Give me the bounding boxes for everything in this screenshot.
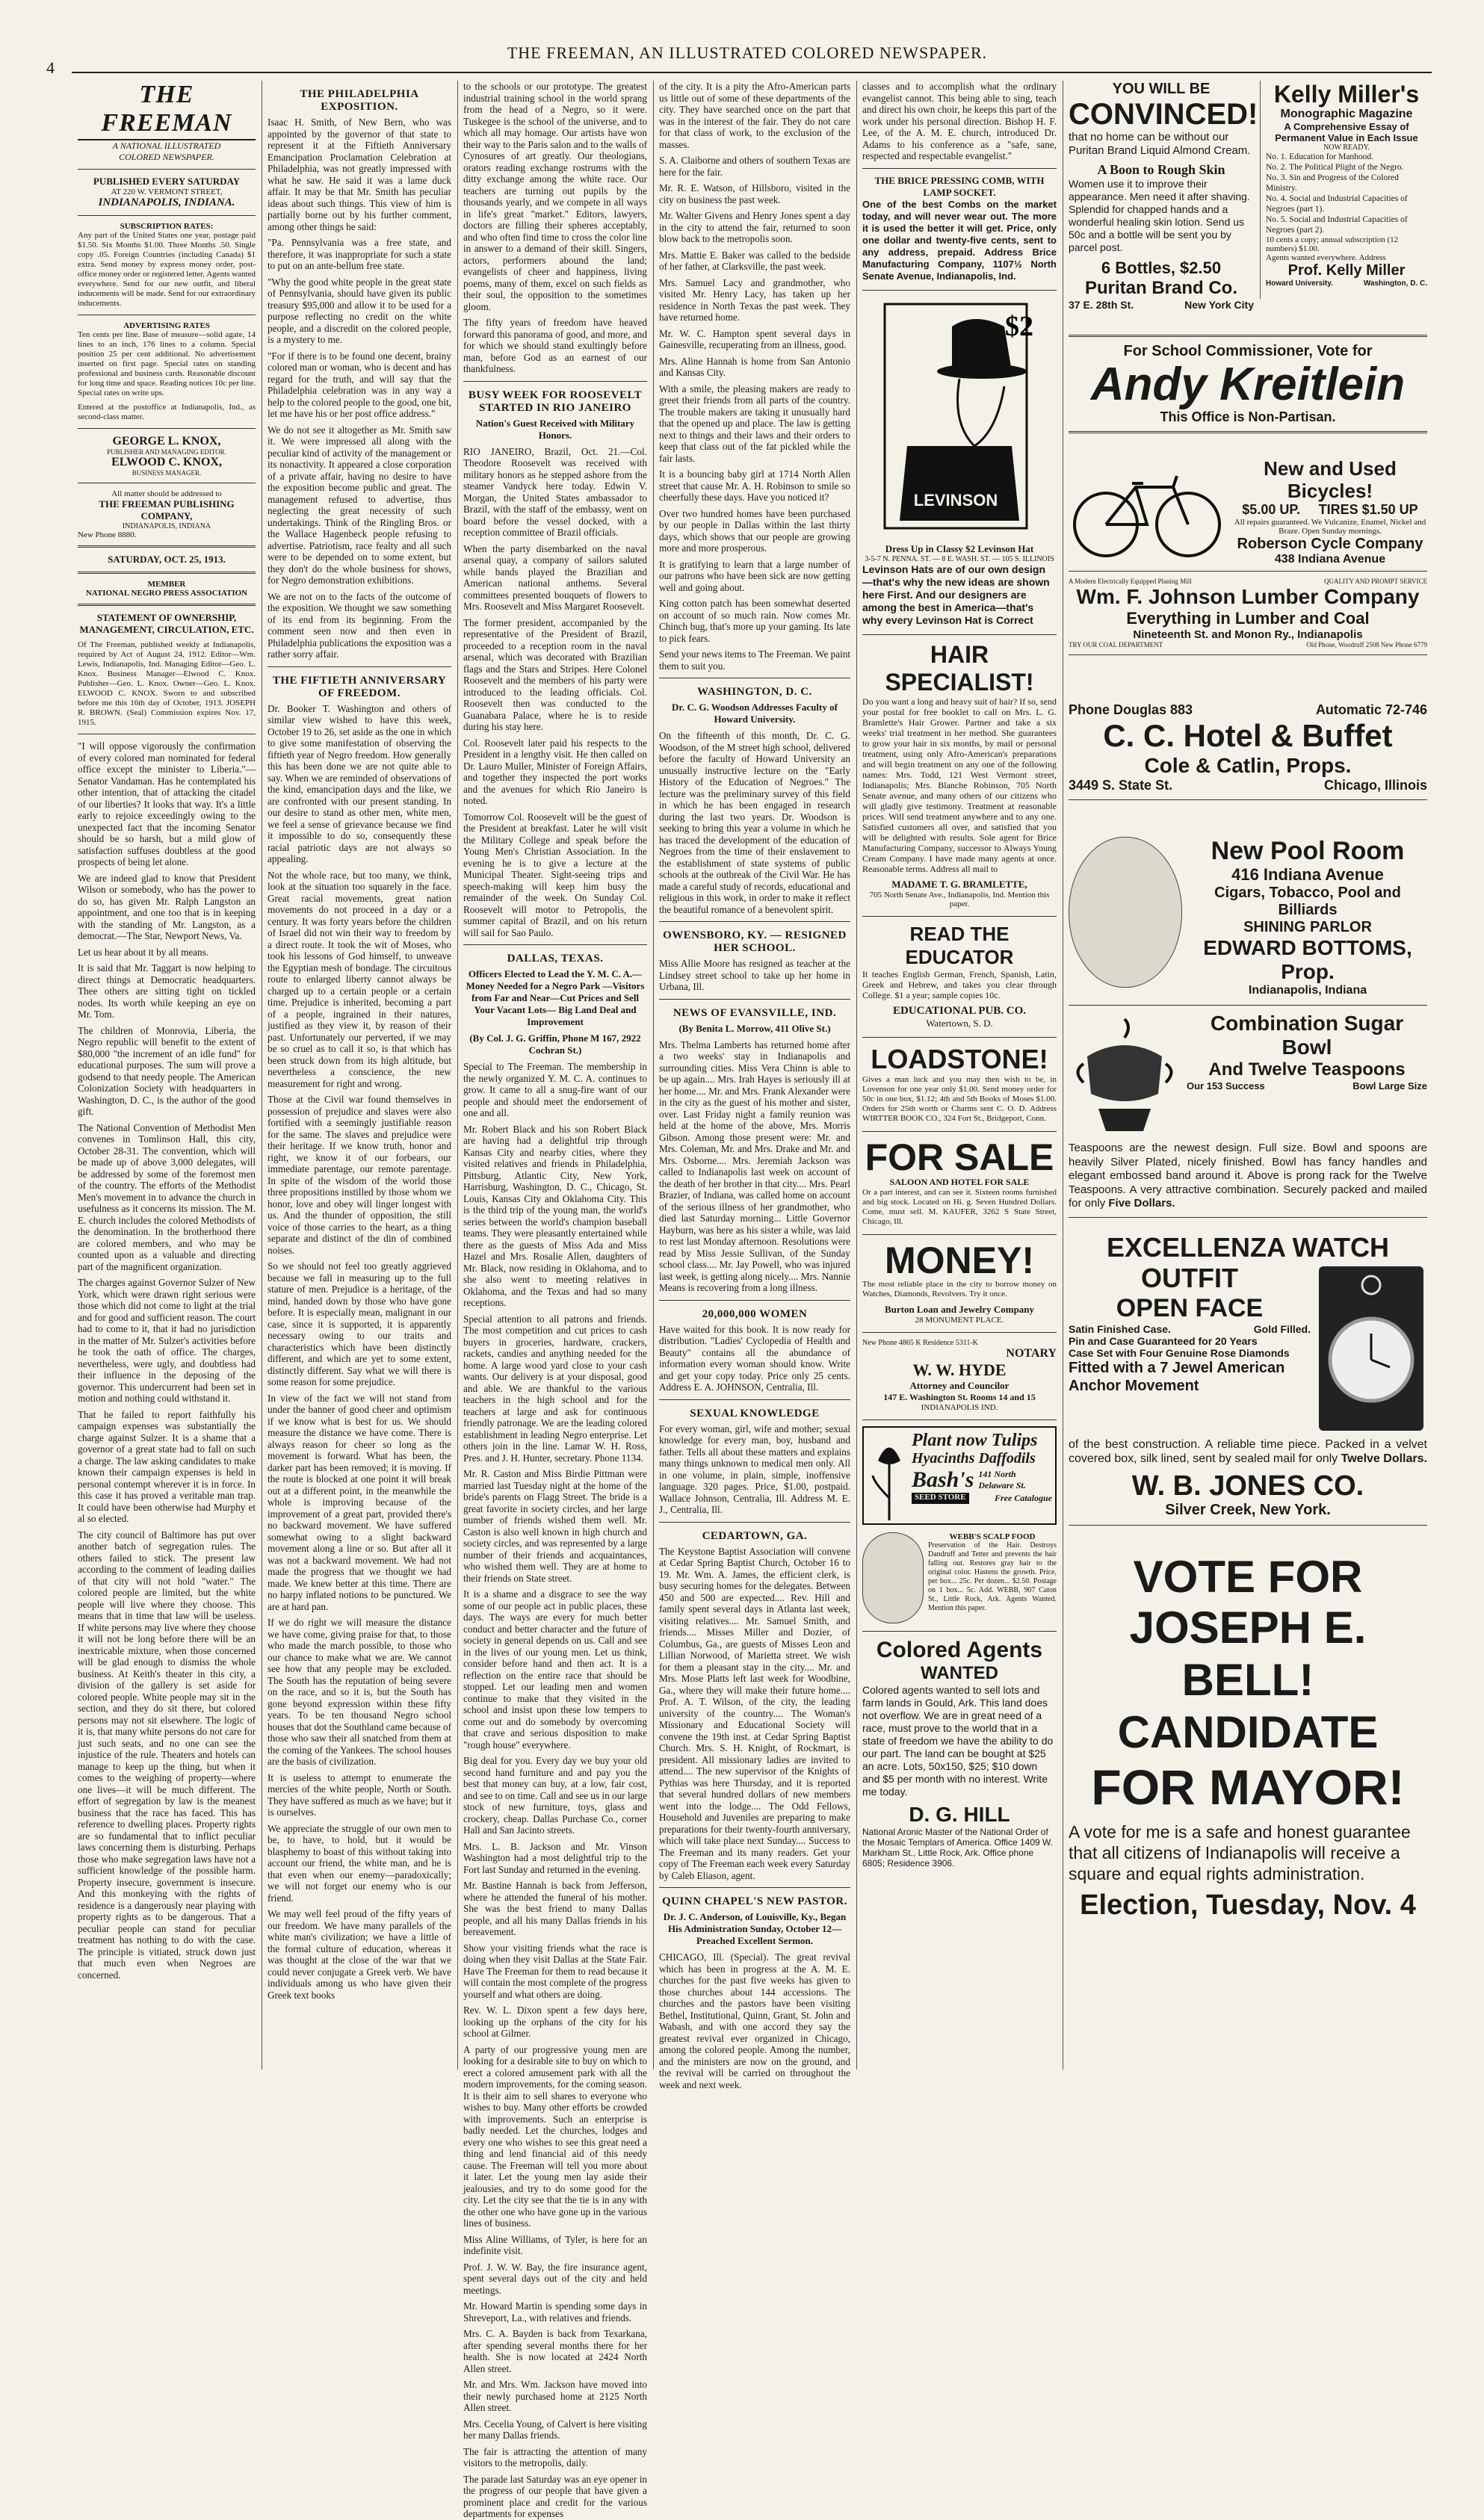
loadstone-ad [862, 1044, 1057, 1124]
article-paragraph: "Why the good white people in the great state of Pennsylvania, should have given its public treasury $95,000 and allow it to be used for a purpose reflecting no credit on the white people, and a discredit on the colored people, is a mystery to me. [268, 276, 451, 345]
hotel-ad-name: C. C. Hotel & Buffet [1103, 718, 1393, 753]
subscription-title: SUBSCRIPTION RATES: [120, 222, 214, 231]
statement-title: STATEMENT OF OWNERSHIP, MANAGEMENT, CIRCULATION, ETC. [79, 612, 254, 635]
publisher-name: GEORGE L. KNOX, [112, 435, 221, 448]
pool-ad-city: Indianapolis, Indiana [1248, 984, 1367, 997]
article-headline: THE PHILADELPHIA EXPOSITION. [300, 88, 419, 113]
article-paragraph: Col. Roosevelt later paid his respects to the President in a lengthy visit. He then called on Dr. Lauro Muller, Minister of Foreign Affairs, and together they inspected the port works and the avenues for which Rio Janeiro is noted. [463, 737, 647, 806]
all-matter: All matter should be addressed to [111, 489, 222, 498]
masthead [78, 81, 256, 231]
article-paragraph: Mr. Howard Martin is spending some days in Shreveport, La., with relatives and friends. [463, 2300, 647, 2324]
kelly-ad-now-ready: NOW READY. [1323, 143, 1370, 152]
article-headline: QUINN CHAPEL'S NEW PASTOR. [661, 1895, 848, 1907]
column-6-top [1064, 81, 1258, 327]
bicycle-ad-title: New and Used Bicycles! [1264, 457, 1397, 502]
sugar-bowl-ad [1064, 1005, 1432, 1224]
bash-seed-ad [862, 1426, 1057, 1525]
hyde-ad-city: INDIANAPOLIS IND. [921, 1402, 998, 1412]
article-paragraph: Mrs. Mattie E. Baker was called to the bedside of her father, at Clarksville, the past week. [659, 249, 850, 272]
watch-ad-text [1069, 1437, 1427, 1466]
money-ad-company: Burton Loan and Jewelry Company [884, 1303, 1035, 1315]
webb-ad-text: Preservation of the Hair. Destroys Dandruff and Tetter and prevents the hair falling out. Restores gray hair to the original color. Hastens the growth. Price, per box... 25c. Per dozen... $2.50. Postage on 1 box... 5c. Add. WEBB, 907 Caton St., Little Rock, Ark. Agents Wanted. Mention this paper. [928, 1541, 1057, 1612]
lumber-ad [1064, 571, 1432, 661]
ad-text: For every woman, girl, wife and mother; sexual knowledge for every man, boy, husband and father. Tells all about these matters and explains many things unknown to medical men only. All in one volume, in plain, simple, inoffensive language. 320 pages. Price, $1.00, postpaid. Wallace Johnson, Centralia, Ill. Address M. E. J., Centralia, Ill. [659, 1422, 850, 1515]
pool-room-ad [1064, 837, 1432, 1001]
hyde-ad-phones: New Phone 4865 K Residence 5311-K [862, 1338, 978, 1347]
webb-ad-title: WEBB'S SCALP FOOD [949, 1532, 1036, 1541]
article-paragraph: We appreciate the struggle of our own men to be, to have, to hold, but it would be blasphemy to boast of this without taking into account our friend, the white man, and he is that even when our enemy—paradoxically; we will not forget our enemy who is our friend. [268, 1822, 451, 1904]
article-headline: CEDARTOWN, GA. [702, 1529, 808, 1542]
kreitlein-ad-line3: This Office is Non-Partisan. [1160, 409, 1336, 424]
money-ad-title: MONEY! [885, 1239, 1034, 1281]
article-paragraph: Special attention to all patrons and friends. The most competition and cut prices to cash buyers in groceries, hardware, crackers, rackets, candies and anything needed for the home. A large wood yard close to your cash wants. Our delivery is at your disposal, good and able. We are thankful to the various teachers in the high school and for the teachers at large and ask for continuous friendly patronage. We are the leading colored establishment in leading Negro enterprise. Let others join in the line. Lamar W. H. Ross, Pres. and J. H. Hunter, secretary. Phone 1134. [463, 1313, 647, 1464]
levinson-hat-ad [862, 297, 1057, 627]
column-3 [459, 81, 652, 2519]
article-subhead: Officers Elected to Lead the Y. M. C. A.—Money Needed for a Negro Park —Visitors from Far and Near—Cut Prices and Sell Your Vacant Lots— Big Land Deal and Improvement [466, 968, 645, 1027]
article-paragraph: King cotton patch has been somewhat deserted on account of so much rain. Now comes Mr. Chinch bug, that's more up your gaming. Its late to pick fears. [659, 598, 850, 644]
kelly-ad-list-item: No. 4. Social and Industrial Capacities of Negroes (part 1). [1266, 194, 1408, 214]
phone: New Phone 8880. [78, 530, 137, 539]
kreitlein-ad-line1: For School Commissioner, Vote for [1123, 343, 1373, 359]
article-paragraph: Not the whole race, but too many, we think, look at the situation too squarely in the face. Great racial movements, great nation movements do not proceed in a day or a century. It was forty years before the children of Israel did not win their way to freedom by a direct route. It took the wit of Moses, who took his lessons of God himself, to unweave the Egyptian mesh of bondage. The circuitous route to enlarged liberty cannot always be charged up to a certain people or a certain time. Prejudice is inherited, becoming a part of a people, ingrained in their natures, justified as they view it, by reason of their past. Unfortunately our perverted, if we may be so cruel as to call it so, is that which has been struck down from its high altitude, but nevertheless a conscience, the new measurement for right and wrong. [268, 869, 451, 1089]
article-paragraph: CHICAGO, Ill. (Special). The great revival which has been in progress at the A. M. E. churches for the past five weeks has given to those churches about 144 accessions. The churches and the pastors have been visiting Bethel, Institutional, Quinn, Grant, St. John and Wabash, and with one accord they say the greatest revival ever organized in Chicago, among the colored people. Among the number, and the ministers are now on the ground, and the revival will be carried on throughout the week and next week. [659, 1951, 850, 2090]
article-paragraph: Tomorrow Col. Roosevelt will be the guest of the President at breakfast. Later he will visit the Military College and speak before the Young Men's Christian Association. In the evening he is to give a lecture at the Municipal Theater. Sight-seeing trips and speech-making will keep him busy the remainder of the week. On Sunday Col. Roosevelt will motor to Petropolis, the summer capital of Brazil, and on his return will sail for Sao Paulo. [463, 811, 647, 938]
bicycle-ad-address: 438 Indiana Avenue [1274, 553, 1386, 566]
article-paragraph: Those at the Civil war found themselves in possession of prejudice and slaves were also fortified with a seemingly justifiable reason for the same. The slaves and prejudice were their heritage. If we know truth, honor and right, we know it of our forbears, our immediate parentage, our remote parentage. In spite of the wisdom of the world those three propositions instilled by those whom we honor, love and obey will linger longest with us. And the thunder of opposition, the still voice of those carries to the heart, as a thing separate and distinct of the din of combined noises. [268, 1094, 451, 1256]
puritan-ad-line5: Women use it to improve their appearance. Men need it after shaving. Splendid for chapped hands and a wonderful healing skin lotion. Send us 50c and a bottle will be sent you by parcel post. [1069, 178, 1250, 253]
bowl-ad-price: Five Dollars. [1108, 1197, 1175, 1210]
article-paragraph: It is useless to attempt to enumerate the mercies of the white people, North or South. They have suffered as much as we have; but it is ourselves. [268, 1771, 451, 1818]
watch-ad-movement: Fitted with a 7 Jewel American Anchor Movement [1069, 1360, 1285, 1394]
company-city: INDIANAPOLIS, INDIANA [122, 522, 211, 530]
agents-ad [862, 1638, 1057, 1869]
article-paragraph: Mr. and Mrs. Wm. Jackson have moved into their newly purchased home at 2125 North Allen street. [463, 2379, 647, 2413]
article-headline: NEWS OF EVANSVILLE, IND. [673, 1006, 837, 1019]
pool-ad-shining: SHINING PARLOR [1243, 919, 1372, 935]
puritan-ad-company: Puritan Brand Co. [1084, 278, 1237, 298]
column-4 [655, 81, 855, 2090]
pool-ad-address: 416 Indiana Avenue [1231, 865, 1384, 884]
article-paragraph: Rev. W. L. Dixon spent a few days here, looking up the orphans of the city for his school at Gilmer. [463, 2004, 647, 2039]
kelly-ad-list-item: No. 2. The Political Plight of the Negro. [1266, 163, 1404, 172]
article-paragraph: The fair is attracting the attention of many visitors to the metropolis, daily. [463, 2445, 647, 2468]
article-paragraph: Mr. Robert Black and his son Robert Black are having had a delightful trip through Kansas City and nearby cities, where they visited relatives and friends in Philadelphia, Pittsburg, Atlantic City, New York, Harrisburg, Washington, D. C., Chicago, St. Louis, Kansas City and Oklahoma City. This is the third trip of the young man, the world's series between the world's champion baseball teams. They were pleasantly entertained while there as the guests of Miss Ada and Miss Hazel and Mrs. Rosalie Allen, daughters of Mr. Black, now residing in Oklahoma, and to she also went to meeting relatives in Oklahoma, and the Texas and had so many receptions. [463, 1123, 647, 1308]
article-paragraph: A party of our progressive young men are looking for a desirable site to buy on which to erect a colored amusement park with all the modern improvements, for the coming season. It is their aim to sell shares to everyone who wishes to buy. Many other efforts be crowded with improvements. Such an enterprise is badly needed. Let the churches, lodges and every one who wishes to see this great need a thing and lend financial aid of this needy cause. The Freeman will tell you more about it later. Let the young men lay aside their jealousies, and try to do some good for the city. Let the city see that the tie is in any with the other one who have gone up in the various lines of business. [463, 2043, 647, 2229]
kelly-ad-subtitle: Monographic Magazine [1280, 108, 1413, 120]
article-paragraph: With a smile, the pleasing makers are ready to greet their friends from all parts of the country. The trouble makers are taking it unusually hard that the opened up and place. The law is getting next to things and their laws and their orders to keep that class out of the fat pickled while the fair lasts. [659, 383, 850, 464]
article-paragraph: Mrs. Thelma Lamberts has returned home after a two weeks' stay in Indianapolis and surrounding cities. Miss Vera Chinn is able to be up again.... Mrs. Irah Hayes is seriously ill at her home.... Mr. and Mrs. Frank Alexander were in the city as the guest of his mother and sister, over. Last Friday night a family reunion was held at the home of the above, Mrs. Morris Gibson. Among those present were: Mr. and Mrs. Coleman, Mr. and Mrs. Drake and Mr. and Mrs. Osborne.... Mrs. Jeremiah Jackson was called to Indianapolis last week on account of the death of her brother in that city.... Mrs. Pearl Brazier, of Indiana, was called home on account of the serious illness of her grandmother, who died last Saturday morning... Little Governor Hayburn, was here as his sister a while, was laid to rest last Monday afternoon. Resolutions were read by Miss Jessie Sullivan, of the Sunday school class.... Mr. Jay Powell, who was injured last week, is getting along nicely.... Mrs. Nannie Means is recovering from a long illness. [659, 1038, 850, 1293]
article-paragraph: Miss Aline Williams, of Tyler, is here for an indefinite visit. [463, 2233, 647, 2256]
puritan-ad-city: New York City [1184, 299, 1254, 311]
bash-ad-store: SEED STORE [912, 1493, 969, 1504]
article-headline: THE FIFTIETH ANNIVERSARY OF FREEDOM. [272, 674, 447, 699]
educator-ad [862, 923, 1057, 1030]
article-paragraph: We are not on to the facts of the outcome of the exposition. We thought we saw something of its end from its beginning. From the comment seen now and then even in Philadelphia publications the exposition was a rather sorry affair. [268, 590, 451, 660]
article-paragraph: If we do right we will measure the distance we have come, giving praise for that, to those who made the march possible, to those who our chance to make what we are. We cannot see how that any people may be excluded. The South has the reputation of being severe on the race, and so it is, but the South has gone beyond expression within these fifty years. To be ten thousand Negro school houses that dot the Southland came because of those who saw their all snatched from them at the coming of the Yankees. The school houses are the basis of civilization. [268, 1617, 451, 1767]
article-paragraph: Mr. Walter Givens and Henry Jones spent a day in the city to attend the fair, returned to soon blow back to the metropolis soon. [659, 210, 850, 244]
hotel-ad-phone2: Automatic 72-746 [1315, 702, 1427, 717]
article-paragraph: When the party disembarked on the naval arsenal quay, a company of sailors saluted while bands played the Brazilian and American national anthems. Several committees presented bouquets of flowers to Mrs. Roosevelt and Miss Margaret Roosevelt. [463, 542, 647, 612]
manager-title: BUSINESS MANAGER. [132, 469, 202, 477]
agents-ad-address: National Aronic Master of the National Order of the Mosaic Templars of America. Office 1409 W. Markham St., Little Rock, Ark. Office phone 6805; Residence 3906. [862, 1826, 1053, 1869]
kelly-ad-name: Prof. Kelly Miller [1287, 262, 1406, 279]
hat-ad-address: 3-5-7 N. PENNA. ST. — 8 E. WASH. ST. — 105 S. ILLINOIS [865, 554, 1054, 563]
editorial-paragraph: The children of Monrovia, Liberia, the Negro republic will benefit to the extent of $80,000 "the increment of an idle fund" for educational purposes. The sum will prove a godsend to that needy people. The American Colonization Society with headquarters in Washington, D. C., is the author of the good gift. [78, 1024, 256, 1117]
watch-ad-company: W. B. JONES CO. [1131, 1470, 1364, 1502]
article-paragraph: Mrs. Samuel Lacy and grandmother, who visited Mr. Henry Lacy, has taken up her residence in North Texas the past week. They have returned home. [659, 276, 850, 323]
bicycle-ad-company: Roberson Cycle Company [1237, 536, 1423, 552]
watch-ad-city: Silver Creek, New York. [1165, 1502, 1331, 1518]
puritan-ad-price: 6 Bottles, $2.50 [1101, 258, 1222, 277]
hat-ad-price-mark: $2 [1005, 310, 1033, 342]
pool-ad-items: Cigars, Tobacco, Pool and Billiards [1214, 885, 1401, 918]
hyde-ad-title: Attorney and Councilor [909, 1379, 1010, 1391]
editorial-paragraph: That he failed to report faithfully his campaign expenses was substantially the charge against Sulzer. It is a shame that a governor of a great state had to fall on such a charge. The law asking candidates to make known their campaign expenses is held in personal contempt wherever it is in force. In this case it has proved a veritable man trap. It could have been otherwise had Murphy et al so elected. [78, 1408, 256, 1524]
article-paragraph: of the city. It is a pity the Afro-American parts us little out of some of these departments of the city. They have searched once on the part that was in the interest of the fair. They do not care for that class of work, to the exclusion of the masses. [659, 81, 850, 150]
hat-ad-brand-mark: LEVINSON [913, 490, 998, 510]
running-head: THE FREEMAN, AN ILLUSTRATED COLORED NEWSPAPER. [507, 43, 988, 62]
agents-ad-name: D. G. HILL [909, 1802, 1010, 1826]
agents-ad-text: Colored agents wanted to sell lots and farm lands in Gould, Ark. This land does not overflow. We are in great need of a race, must prove to the world that in a state of freedom we have the ability to do our part. The land can be bought at $25 an acre. Lots, 50x150, $25; $10 down and $5 per month with no interest. Write me today. [862, 1683, 1054, 1798]
subscription-rates: Any part of the United States one year, postage paid $1.50. Six Months $1.00. Three Months .50. Single copy .05. Foreign Countries (including Canada) $1 extra. Send money by express money order, post-office money order or registered letter. Agents wanted everywhere. Send for our new outfit, and liberal inducements will be made. Send for our extraordinary inducements. [78, 231, 256, 308]
bell-ad-name: JOSEPH E. BELL! [1129, 1603, 1367, 1705]
article-paragraph: Dr. Booker T. Washington and others of similar view wished to have this week, October 19 to 26, set aside as the one in which to give some manifestation of observing the fiftieth year of Negro freedom. How generally this has been done we are not quite able to say. When we are reminded of observations of the kind, emancipation days and the like, we are confronted with our present standing. In our desire to stand as other men, white men, we feel a sense of grievance because we find it impossible to do so, consequently these racial patriotic days are not always so appealing. [268, 702, 451, 864]
article-paragraph: Mr. W. C. Hampton spent several days in Gainesville, recuperating from an illness, good. [659, 327, 850, 350]
advertising-title: ADVERTISING RATES [123, 321, 210, 330]
hyde-ad-name: W. W. HYDE [912, 1360, 1007, 1379]
hat-illustration [862, 297, 1057, 543]
article-subhead: Dr. C. G. Woodson Addresses Faculty of Howard University. [672, 702, 838, 725]
hat-icon [862, 297, 1054, 543]
kelly-ad-list-item: No. 1. Education for Manhood. [1266, 152, 1374, 161]
hyde-ad-address: 147 E. Washington St. Rooms 14 and 15 [883, 1391, 1036, 1402]
article-paragraph: Big deal for you. Every day we buy your old second hand furniture and and pay you the best that money can buy, at a low, fair cost, and see to on time. Call and see us in our large stock of new furniture, toys, glass and crockery, cheap. Dallas Purchase Co., corner Hall and San Jacinto streets. [463, 1755, 647, 1836]
lumber-ad-address: Nineteenth St. and Monon Ry., Indianapolis [1133, 628, 1363, 641]
comb-ad [862, 175, 1057, 282]
hair-ad-title: HAIR SPECIALIST! [885, 640, 1034, 696]
bell-ad-vote: VOTE FOR [1133, 1552, 1363, 1602]
watch-ad-case: Satin Finished Case. [1069, 1323, 1171, 1335]
tulip-icon [867, 1431, 912, 1520]
watch-ad-outfit: OUTFIT [1141, 1263, 1238, 1293]
article-paragraph: It is a shame and a disgrace to see the way some of our people act in public places, these days. The ways are every for much better conduct and better character and the future of society in general depends on us. Call and see in the lives of our young men. Let us think, consider before hand and then act. It is a reflection on the entire race that should be stopped. Let our leading men and women continue to make that they visited in the school and insist upon these low tempers to come out and do somebody by overcoming that crave and serious disposition to make "rough house" everywhere. [463, 1588, 647, 1750]
column-1 [73, 81, 260, 2069]
article-paragraph: Mrs. Aline Hannah is home from San Antonio and Kansas City. [659, 355, 850, 378]
hair-ad-text: Do you want a long and heavy suit of hair? If so, send your postal for free booklet to call on Mrs. L. G. Bramlette's Hair Grower. Partner and take a six weeks' trial treatment in her method. She guarantees to grow your hair in six months, by mail or personal treatment, using only Afro-American's preparations and will begin treatment on any one of the following names: Mrs. Todd, 121 West Vermont street, Indianapolis; Mrs. Blanche Robinson, 705 North Senate avenue, and many others of our citizens who will gladly give testimony. Treatment at reasonable prices. Will send treatment anywhere and to any one. Satisfied customers all over, and satisfied that you will be delighted with results. Sole agent for Brice Manufacturing Company, successor to Always Young Cream Company. I have made many agents at once. Reasonable terms. Address all mail to [862, 696, 1057, 874]
educator-ad-text: It teaches English German, French, Spanish, Latin, Greek and Hebrew, and takes you clear through College. $1 a year; sample copies 10c. [862, 968, 1057, 1000]
editorial-paragraph: Let us hear about it by all means. [78, 946, 209, 958]
bowl-ad-success: Our 153 Success [1187, 1080, 1265, 1092]
ad-text: Have waited for this book. It is now ready for distribution. "Ladies' Cyclopedia of Health and Beauty" contains all the abundance of information every woman should know. Write and get your copy today. Price only 25 cents. Address E. A. JOHNSON, Centralia, Ill. [659, 1323, 850, 1393]
hotel-ad-props: Cole & Catlin, Props. [1144, 754, 1352, 777]
bicycle-ad-repairs: All repairs guaranteed. We Vulcanize, Enamel, Nickel and Braze. Open Sunday mornings. [1234, 518, 1426, 536]
watch-ad [1064, 1233, 1432, 1532]
bash-ad-line1: Plant now Tulips [912, 1430, 1038, 1450]
article-paragraph: The former president, accompanied by the representative of the President of Brazil, proceeded to a reception room in the naval arsenal, which was decorated with Brazilian flags and the Stars and Stripes. Here Colonel Roosevelt and the members of his party were introduced to the leading officials. Col. Roosevelt then was conducted to the Guanabara Palace, where he is to reside during his stay here. [463, 616, 647, 732]
member-label: MEMBER [147, 580, 186, 589]
article-paragraph: Mrs. Cecelia Young, of Calvert is here visiting her many Dallas friends. [463, 2418, 647, 2441]
watch-ad-title: EXCELLENZA WATCH [1107, 1232, 1389, 1263]
kelly-ad-city: Washington, D. C. [1363, 279, 1427, 288]
lumber-ad-tagline: Everything in Lumber and Coal [1126, 609, 1370, 628]
hyde-ad-notary: NOTARY [1006, 1346, 1057, 1360]
article-paragraph: It is gratifying to learn that a large number of our patrons who have been sick are now getting well and going about. [659, 558, 850, 593]
article-headline: WASHINGTON, D. C. [697, 686, 812, 698]
lumber-ad-tag-right: QUALITY AND PROMPT SERVICE [1323, 578, 1427, 585]
kreitlein-ad-name: Andy Kreitlein [1090, 359, 1406, 410]
article-paragraph: Miss Allie Moore has resigned as teacher at the Lindsey street school to take up her home in Urbana, Ill. [659, 958, 850, 992]
article-paragraph: Mr. R. E. Watson, of Hillsboro, visited in the city on business the past week. [659, 182, 850, 205]
kelly-ad-price: 10 cents a copy; annual subscription (12 numbers) $1.00. [1266, 235, 1399, 253]
educator-ad-address: Watertown, S. D. [926, 1017, 993, 1029]
sugar-bowl-icon [1069, 1012, 1181, 1139]
article-paragraph: Mr. Bastine Hannah is back from Jefferson, where he attended the funeral of his mother. She was the best friend to many Dallas people, and all his many Dallas friends in his bereavement. [463, 1880, 647, 1937]
for-sale-title: FOR SALE [865, 1136, 1054, 1178]
ad-headline: SEXUAL KNOWLEDGE [690, 1407, 820, 1420]
bell-ad [1064, 1552, 1432, 1922]
article-paragraph: S. A. Claiborne and others of southern Texas are here for the fair. [659, 155, 850, 178]
article-subhead: Dr. J. C. Anderson, of Louisville, Ky., Began His Administration Sunday, October 12—Preached Excellent Sermon. [663, 1911, 847, 1946]
editorial-paragraph: The city council of Baltimore has put over another batch of segregation rules. The others failed to stick. The present law according to the comment of leading dailies of that city will not hold "water." The colored people are limited, but the white people will live where they choose. This means that in time that law will be useless. If white persons may live where they choose it will not be long before there will be an inextricable mixture, when those concerned will be glad enough to dismiss the whole business. At Keith's theater in this city, a division of the gallery is set aside for colored people. White people may sit in the section, and they do sit there, but colored persons may not sit elsewhere. The logic of it is, that many white persons do not care for just such seats, and no one can see the injustice of the rule. Theaters and hotels can manage to keep up the thing, but when it comes to the weighing of property—where one lives—it will be much different. The effort of segregation by law is the meanest business that the race has faced. This has reference to dwelling places. Property rights are so fundamental that to inflict peculiar laws concerning them is disturbing. Perhaps those who make segregation laws have not a sufficient knowledge of the possible harm. Property insecure, government is insecure. And this monkeying with the rights of residence is a dangerously near playing with property rights as to be dangerous. That a peculiar people can stand for peculiar treatment has nothing to do with the case. The principle is vitiated, struck down just that much even when Negroes are concerned. [78, 1529, 256, 1981]
article-paragraph: Over two hundred homes have been purchased by our people in Dallas within the last thirty days, which shows that our people are growing more and more prosperous. [659, 507, 850, 554]
hotel-ad-city: Chicago, Illinois [1323, 778, 1427, 793]
pocket-watch-icon [1315, 1263, 1427, 1434]
page-number: 4 [46, 58, 55, 77]
published: PUBLISHED EVERY SATURDAY [93, 176, 241, 187]
agents-ad-title: Colored Agents [876, 1637, 1043, 1662]
statement: Of The Freeman, published weekly at Indianapolis, required by Act of August 24, 1912. Editor—Wm. Lewis, Indianapolis, Ind. Managing Editor—Geo. L. Knox. Business Manager—Elwood C. Knox. Publisher—Geo. L. Knox. Owner—Geo. L. Knox. ELWOOD C. KNOX. Sworn to and subscribed before me this 16th day of October, 1913. JOSEPH R. BROWN. (Seal) Commission expires Nov. 17, 1915. [78, 640, 256, 727]
lumber-ad-tag-left: A Modern Electrically Equipped Planing Mill [1069, 578, 1192, 585]
for-sale-ad [862, 1138, 1057, 1227]
top-rule [72, 72, 1432, 73]
hair-specialist-ad [862, 641, 1057, 908]
bicycle-ad [1064, 457, 1432, 569]
bicycle-ad-tires: TIRES $1.50 UP [1318, 502, 1418, 517]
bicycle-icon [1069, 457, 1225, 562]
city: INDIANAPOLIS, INDIANA. [98, 196, 235, 208]
column-rule [856, 81, 857, 2069]
kreitlein-ad [1064, 335, 1432, 439]
watch-ad-diamonds: Case Set with Four Genuine Rose Diamonds [1069, 1347, 1290, 1359]
educator-ad-title: READ THE EDUCATOR [905, 922, 1014, 968]
manager-name: ELWOOD C. KNOX, [111, 456, 222, 468]
for-sale-text: Or a part interest, and can see it. Sixteen rooms furnished and big stock. Located on Hi. g. Seven Hundred Dollars. Come, must sell. M. KAUFER, 3262 S State Street, Chicago, Ill. [862, 1187, 1057, 1226]
editorial-paragraph: The charges against Governor Sulzer of New York, which were drawn right serious were those which did not come to light at the trial and for good and sufficient reason. The court had to come to it, that it had no jurisdiction in the matter of Mr. Sulzer's activities before he took the oath of office. The charges, nevertheless, were ugly, and doubtless had their influence in the deposing of the governor. This undercurrent had been set in motion and nothing could withstand it. [78, 1277, 256, 1404]
bash-ad-line2: Hyacinths Daffodils [912, 1449, 1036, 1467]
bowl-ad-description: Teaspoons are the newest design. Full size. Bowl and spoons are heavily Silver Plated, nicely finished. Bowl has fancy handles and elegant embossed band around it. Above is prong rack for the Twelve Teaspoons. A very attractive combination. Securely packed and mailed for only [1069, 1142, 1427, 1210]
article-paragraph: Prof. J. W. W. Bay, the fire insurance agent, spent several days out of the city and held meetings. [463, 2261, 647, 2296]
bowl-ad-title: Combination Sugar Bowl [1210, 1012, 1404, 1059]
loadstone-ad-text: Gives a man luck and you may then wish to be, in Lovenson for one year only $1.00. Send money order for 50c in one box, $1.12; 4th and 5th Books of Moses $1.00. Orders for 25th worth or Charms sent C. O. D. Address WIRTTER BOOK CO., 324 Fort St., Bridgeport, Conn. [862, 1074, 1057, 1123]
editorial-paragraph: The National Convention of Methodist Men convenes in Tomlinson Hall, this city, October 28-31. The convention, which will be made up of above 3,000 delegates, will be addressed by some of the foremost men of the country. The efforts of the Methodist Men's movement in to advance the church in usefulness as it concerns its mission. The M. E. church includes the colored Methodists of the denomination. In the brotherhood there are colored members, and who may be counted upon as a valuable and directing part of the magnificent organization. [78, 1121, 256, 1272]
kelly-ad-list-item: No. 3. Sin and Progress of the Colored Ministry. [1266, 173, 1399, 193]
kelly-ad-tagline: A Comprehensive Essay of Permanent Value in Each Issue [1275, 121, 1418, 143]
educator-ad-company: EDUCATIONAL PUB. CO. [892, 1004, 1027, 1017]
agents-ad-sub: WANTED [921, 1662, 998, 1683]
money-ad-text: The most reliable place in the city to borrow money on Watches, Diamonds, Revolvers. Try it once. [862, 1279, 1057, 1298]
watch-ad-open-face: OPEN FACE [1116, 1294, 1264, 1322]
masthead-title: THE FREEMAN [78, 81, 256, 140]
article-headline: DALLAS, TEXAS. [507, 953, 604, 965]
editorial-paragraph: "I will oppose vigorously the confirmation of every colored man nominated for federal office except the minister to Liberia."—Senator Vandaman. Has he contemplated his other intention, that of attacking the citadel of our liberties? It looks that way. It's a little early to rejoice exceedingly owing to the unexpected fact that the incoming Senator should be so harsh, but a mild glow of satisfaction suffuses doubtless at the good prospects of being let alone. [78, 740, 256, 867]
article-byline: (By Benita L. Morrow, 411 Olive St.) [678, 1022, 831, 1034]
kelly-ad-university: Howard University. [1266, 279, 1333, 288]
hair-ad-name: MADAME T. G. BRAMLETTE, [891, 878, 1027, 890]
masthead-subtitle: COLORED NEWSPAPER. [119, 152, 214, 162]
kelly-ad-list [1266, 152, 1427, 235]
article-paragraph: Mr. R. Caston and Miss Birdie Pittman were married last Tuesday night at the home of the bride's parents on Flagg Street. The bride is a great favorite in society circles, and her large number of friends wished them well. Mr. Caston is also well known in high church and society circles, and was represented by a large number of their friends and acquaintances, who wished them well. They are at home to their friends on State street. [463, 1468, 647, 1584]
loadstone-ad-title: LOADSTONE! [871, 1043, 1048, 1074]
hotel-ad-address: 3449 S. State St. [1069, 778, 1173, 793]
pool-ad-title: New Pool Room [1211, 837, 1405, 865]
bell-ad-mayor: FOR MAYOR! [1091, 1759, 1405, 1815]
bowl-ad-size: Bowl Large Size [1352, 1080, 1427, 1092]
article-subhead: Nation's Guest Received with Military Honors. [475, 417, 635, 441]
article-paragraph: Special to The Freeman. The membership in the newly organized Y. M. C. A. continues to grow. It came to all a snug-fire want of our people and should meet the endorsement of one and all. [463, 1061, 647, 1118]
bowl-ad-text [1069, 1142, 1427, 1211]
article-paragraph: Isaac H. Smith, of New Bern, who was appointed by the governor of that state to represent it at the Fiftieth Anniversary Emancipation Proclamation Celebration at Philadelphia, was not greatly impressed with what he saw. He said it was a lame duck affair. It may be that Mr. Smith has peculiar ideas about such things. This view of him is partially borne out by his further comment, among other things he said: [268, 117, 451, 232]
ad-headline: 20,000,000 WOMEN [702, 1307, 808, 1320]
member-association: NATIONAL NEGRO PRESS ASSOCIATION [85, 589, 248, 598]
hyde-ad [862, 1339, 1057, 1412]
bell-ad-election: Election, Tuesday, Nov. 4 [1080, 1889, 1416, 1921]
column-rule [457, 81, 458, 2069]
bash-ad-name: Bash's [912, 1467, 974, 1492]
editorial-paragraph: It is said that Mr. Taggart is now helping to direct things at Democratic headquarters. Thee others are sitting tight on tickled nodes. Its worth while keeping an eye on Mr. Tom. [78, 962, 256, 1020]
article-byline: (By Col. J. G. Griffin, Phone M 167, 2922 Cochran St.) [469, 1033, 641, 1056]
watch-ad-price: Twelve Dollars. [1341, 1452, 1427, 1465]
hotel-ad-phone1: Phone Douglas 883 [1069, 702, 1193, 717]
puritan-ad-address: 37 E. 28th St. [1069, 299, 1134, 311]
column-2 [263, 81, 456, 2069]
hat-ad-text: Levinson Hats are of our own design —that's why the new ideas are shown here First. And our designers are among the best in America—that's why every Levinson Hat is Correct [862, 563, 1050, 626]
watch-ad-description: of the best construction. A reliable time piece. Packed in a velvet covered box, silk lined, sent by sealed mail for only [1069, 1438, 1427, 1465]
hat-ad-slogan: Dress Up in Classy $2 Levinson Hat [885, 542, 1034, 554]
portrait-image [1069, 837, 1182, 988]
puritan-ad [1069, 81, 1258, 311]
kelly-miller-ad [1266, 81, 1427, 288]
bell-ad-candidate: CANDIDATE [1117, 1707, 1379, 1757]
column-5 [858, 81, 1061, 2069]
money-ad [862, 1241, 1057, 1325]
comb-ad-title: THE BRICE PRESSING COMB, WITH LAMP SOCKET. [874, 174, 1045, 198]
puritan-ad-line4: A Boon to Rough Skin [1097, 162, 1225, 177]
article-paragraph: "For if there is to be found one decent, brainy colored man or woman, who is decent and has regard for the truth, and will say that the Philadelphia celebration was in any way a help to the colored people to the good, one bit, let me have his or her post office address." [268, 350, 451, 419]
article-headline: BUSY WEEK FOR ROOSEVELT STARTED IN RIO JANEIRO [468, 388, 643, 414]
article-paragraph: The parade last Saturday was an eye opener in the progress of our people that have given a prominent place and credit for the various departments for expenses [463, 2473, 647, 2519]
watch-ad-gold: Gold Filled. [1253, 1323, 1311, 1335]
column-rule [1260, 81, 1261, 299]
webb-ad [862, 1532, 1057, 1623]
issue-date: SATURDAY, OCT. 25, 1913. [108, 554, 226, 565]
company: THE FREEMAN PUBLISHING COMPANY, [99, 498, 235, 521]
kelly-ad-title: Kelly Miller's [1273, 81, 1420, 108]
column-rule [653, 81, 654, 2069]
publisher-title: PUBLISHER AND MANAGING EDITOR. [107, 448, 226, 456]
article-paragraph: In view of the fact we will not stand from under the banner of good cheer and optimism if we know what is best for us. We should measure the distance we have come. There is always reason for cheer so long as the movement is forward. What has been, the darker part has been removed; it is moving. If the route is blocked at one point it will break out at a different point, in the meanwhile the whole is improving because of the improvement of a great part, provided there's no backward movement. We have suffered somewhat owing to a slight backward movement along a line or so. But after all it was not a backward movement. We had not made the progress that we thought we had made. We knew better at this time. There are no harpy inflated notions to be punctured. We are at hard pan. [268, 1392, 451, 1612]
kelly-ad-list-item: No. 5. Social and Industrial Capacities of Negroes (part 2). [1266, 215, 1408, 235]
masthead-subtitle: A NATIONAL ILLUSTRATED [112, 140, 221, 151]
puritan-ad-line2: CONVINCED! [1069, 98, 1258, 131]
watch-ad-guarantee: Pin and Case Guaranteed for 20 Years [1069, 1335, 1258, 1347]
article-paragraph: RIO JANEIRO, Brazil, Oct. 21.—Col. Theodore Roosevelt was received with military honors as he stepped ashore from the steamer Vandyck here today. Edwin V. Morgan, the United States ambassador to Brazil, with the staff of the embassy, went on board before the vessel docked, with a reception committee of Brazil officials. [463, 445, 647, 538]
lumber-ad-company: Wm. F. Johnson Lumber Company [1076, 585, 1420, 608]
article-paragraph: to the schools or our prototype. The greatest industrial training school in the world sprang from the head of a Negro, so it were. Tuskegee is the school of the universe, and to which all may homage. Our artists have won their way to the Paris salon and to the walls of Cynosures of art greatly. Our theologians, orators reading exchange rostrums with the ditty exchange among the white race. Our teachers are turning out pupils by the thousands yearly, and we compete in all ways in life's great "market." Editors, lawyers, doctors are filling their spheres acceptably, and who often find time to cross the color line in answer to a demand of their skill. Singers, actors, performers abound the land; evangelists of cheer and happiness, living poems, many of them, excel on such fields as their soul, the opposition to the sometimes gloom. [463, 81, 647, 312]
article-paragraph: The Keystone Baptist Association will convene at Cedar Spring Baptist Church, October 16 to 19. Mr. Wm. A. James, the efficient clerk, is busy securing homes for the delegates. Between 450 and 500 are expected.... Rev. Hill and family spent several days in Atlanta last week, visiting relatives.... Mr. Samuel Smith, and friends.... Misses Miller and Dozier, of Columbus, Ga., are guests of Misses Leon and Lillian Norwood, of Marietta street. We wish for them a pleasant stay in the city.... Mr. and Mrs. Mose Platts left last week for Woodbine, Ga., where they will make their future home.... Prof. A. T. Wilson, of the city, the leading university of the country.... The Woman's Missionary and Educational Society will convene the 19th inst. at Cedar Spring Baptist Church. Mrs. S. H. Knight, of Rockmart, is president. All missionary ladies are invited to attend.... The new supervisor of the Knights of Pythias was here Thursday, and it is reported that several hundred dollars of new members went into the lodge.... The Odd Fellows, Household and Juveniles are preparing to make preparations for their twenty-fourth anniversary, which will take place next Sunday.... Success to The Freeman and its many readers. Get your copy of The Freeman each week every Saturday by Caleb Eliason, agent. [659, 1545, 850, 1881]
bash-ad-address: 141 North Delaware St. [978, 1468, 1026, 1490]
article-paragraph: Mrs. L. B. Jackson and Mr. Vinson Washington had a most delightful trip to the Fort last Sunday and returned in the evening. [463, 1840, 647, 1875]
puritan-ad-line3: that no home can be without our Puritan Brand Liquid Almond Cream. [1069, 131, 1251, 157]
column-7-top [1261, 81, 1432, 327]
address: AT 220 W. VERMONT STREET, [111, 188, 223, 196]
article-paragraph: Send your news items to The Freeman. We paint them to suit you. [659, 648, 850, 672]
comb-ad-text: One of the best Combs on the market today, and will never wear out. The more it is used the better it will get. Price, only one dollar and twenty-five cents, sent to any address, prepaid. Address Brice Manufacturing Company, 1107½ North Senate Avenue, Indianapolis, Ind. [862, 198, 1057, 282]
editorial-paragraph: We are indeed glad to know that President Wilson or somebody, who has the power to do so, has given Mr. Ralph Langston an appointment, and one too that is in keeping with the standing of Mr. Langston, as a democrat.—The Star, Newport News, Va. [78, 872, 256, 941]
article-paragraph: We do not see it altogether as Mr. Smith saw it. We were impressed all along with the peculiar kind of activity of the management or its nonactivity. It appeared a close corporation of a private affair, having no desire to have the exposition become public and great. The management refused to advertise, thus neglecting the great necessity of such undertakings. Think of the Ringling Bros. or the Wallace Hagenbeck people refusing to advertise. Patriotism, race fealty and all such were to be depended on to some extent, but they don't do the whole business for shows, for Negro demonstration exhibitions. [268, 424, 451, 586]
article-paragraph: On the fifteenth of this month, Dr. C. G. Woodson, of the M street high school, delivered before the faculty of Howard University an unusually instructive lecture on the "Early History of the Education of Negroes." The lecture was the preliminary survey of this field in which he has been engaged in research during the last two years. Dr. Woodson is seeking to bring this year a volume in which he has traced the development of the education of Negroes from the time of their enslavement to the establishment of state systems of public schools at the outbreak of the Civil War. He has made a careful study of records, educational and religious in this work, in order to make it reflect the beautiful romance of a benevolent spirit. [659, 730, 850, 915]
advertising-rates: Ten cents per line. Base of measure—solid agate, 14 lines to an inch, 176 lines to a column. Special position 25 per cent additional. No advertisement inserted on first page. Special rates on standing professional and business cards. Reasonable discount for long time and space. Reading notices 10c per line. Special rates on write ups. [78, 330, 256, 397]
lumber-ad-phones: Old Phone, Woodruff 2508 New Phone 6779 [1306, 641, 1427, 648]
article-paragraph: classes and to accomplish what the ordinary evangelist cannot. This being able to sing, teach and direct his own choir, he keeps this part of the work under his personal direction. Bishop H. F. Lee, of the A. M. E. church, introduced Dr. Adams to his conference as a "safe, sane, respected and respectable evangelist." [862, 81, 1057, 161]
kelly-ad-agents: Agents wanted everywhere. Address [1266, 253, 1386, 262]
bash-ad-catalogue: Free Catalogue [995, 1492, 1052, 1503]
money-ad-address: 28 MONUMENT PLACE. [915, 1315, 1004, 1325]
entered-note: Entered at the postoffice at Indianapolis, Ind., as second-class matter. [78, 403, 256, 421]
bell-ad-text: A vote for me is a safe and honest guarantee that all citizens of Indianapolis will receive a square and equal rights administration. [1069, 1822, 1411, 1883]
article-paragraph: Mrs. C. A. Bayden is back from Texarkana, after spending several months there for her health. She is now located at 2424 North Allen street. [463, 2328, 647, 2374]
puritan-ad-line1: YOU WILL BE [1112, 81, 1211, 97]
portrait-image [862, 1532, 924, 1623]
article-headline: OWENSBORO, KY. — RESIGNED HER SCHOOL. [663, 929, 847, 954]
article-paragraph: We may well feel proud of the fifty years of our freedom. We have many parallels of the white man's civilization; we have a little of the formal culture of education, whereas it was thought at the close of the war that we could never conjugate a Greek verb. We have individuals among us who have given their Greek text books [268, 1908, 451, 2001]
article-paragraph: Show your visiting friends what the race is doing when they visit Dallas at the State Fair. Have The Freeman for them to read because it will contain the most complete of the progress yourself and what others are doing. [463, 1942, 647, 2000]
hotel-ad [1064, 702, 1432, 806]
for-sale-sub: SALOON AND HOTEL FOR SALE [889, 1176, 1030, 1187]
article-paragraph: It is a bouncing baby girl at 1714 North Allen street that cause Mr. A. H. Robinson to smile so cheerfully these days. Have you noticed it? [659, 468, 850, 503]
article-paragraph: The fifty years of freedom have heaved forward this panorama of good, and more, and for which we should stand exultingly before man, before God as an earnest of our thankfulness. [463, 317, 647, 374]
article-paragraph: So we should not feel too greatly aggrieved because we fall in measuring up to the full stature of men. Prejudice is a heritage, of the mind, handed down by those who have gone before. It is especially mean, malignant in our case, since it is supported, it is apparently necessary owing to our traits and characteristics which have been distinctly different, and which are yet to some extent, distinctly different. Say what we will there is some reason for some prejudice. [268, 1260, 451, 1387]
article-paragraph: "Pa. Pennsylvania was a free state, and therefore, it was inappropriate for such a state to put on an ante-bellum free state. [268, 237, 451, 271]
bicycle-ad-price: $5.00 UP. [1242, 502, 1301, 517]
bowl-ad-subtitle: And Twelve Teaspoons [1208, 1059, 1406, 1080]
pool-ad-prop: EDWARD BOTTOMS, Prop. [1203, 936, 1412, 983]
lumber-ad-coal: TRY OUR COAL DEPARTMENT [1069, 641, 1163, 648]
hair-ad-address: 705 North Senate Ave., Indianapolis, Ind. Mention this paper. [869, 890, 1050, 908]
